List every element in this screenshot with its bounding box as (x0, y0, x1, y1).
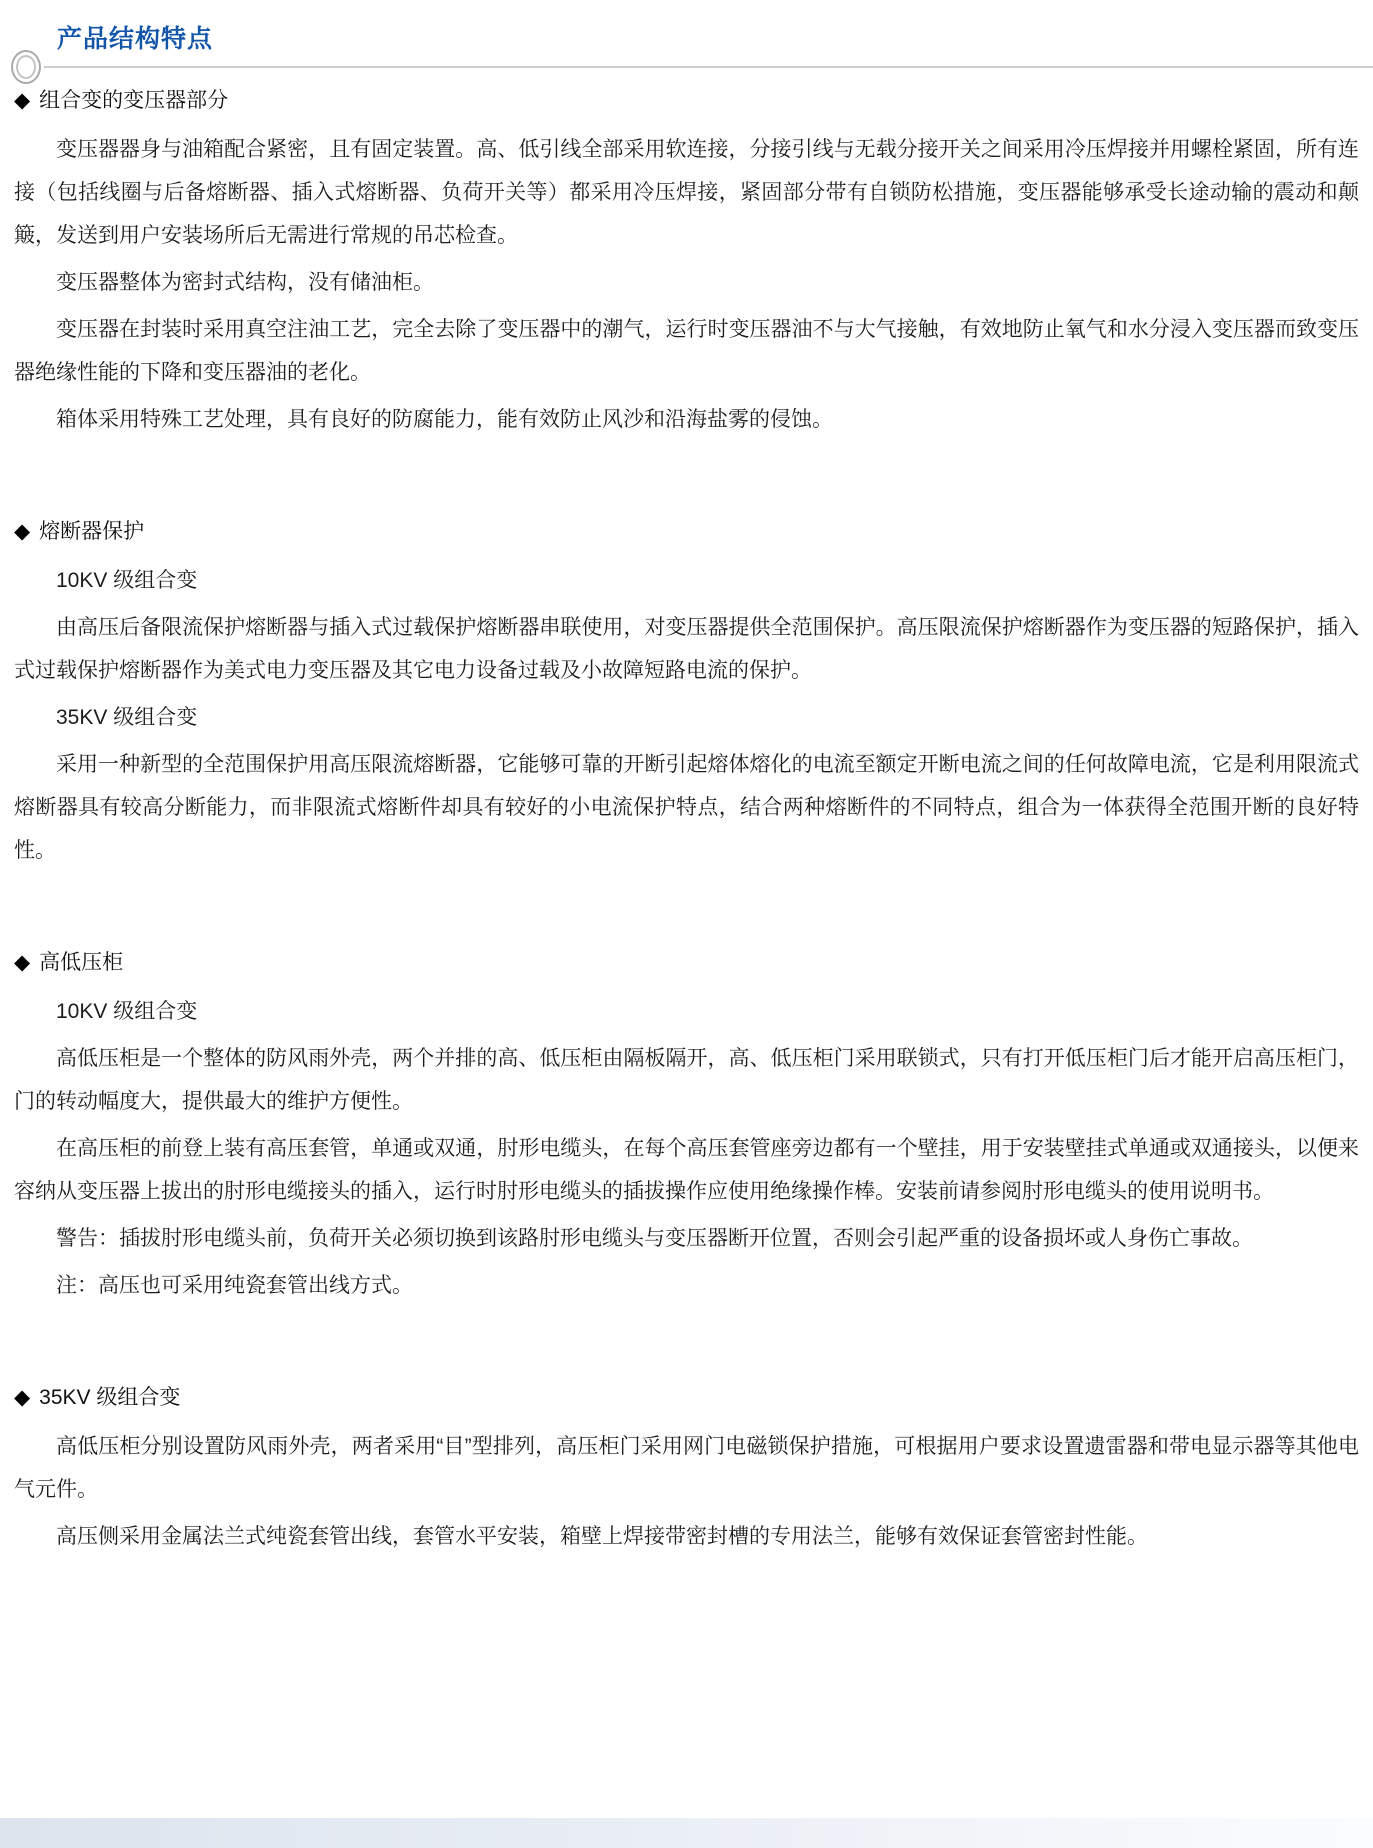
diamond-bullet-icon: ◆ (14, 951, 31, 974)
ring-decoration-icon (11, 50, 41, 84)
subsection-heading-10kv: 10KV 级组合变 (56, 1000, 198, 1023)
section-fuse-protection (14, 509, 1359, 872)
page-title: 产品结构特点 (57, 25, 214, 53)
section-heading (14, 509, 1359, 555)
paragraph: 高低压柜分别设置防风雨外壳，两者采用“目”型排列，高压柜门采用网门电磁锁保护措施，可根据用户要求设置遗雷器和带电显示器等其他电气元件。 (14, 1435, 1359, 1501)
warning-paragraph: 警告：插拔肘形电缆头前，负荷开关必须切换到该路肘形电缆头与变压器断开位置，否则会引起严重的设备损坏或人身伤亡事故。 (56, 1227, 1253, 1250)
note-paragraph: 注：高压也可采用纯瓷套管出线方式。 (56, 1274, 413, 1297)
section-heading-text: 高低压柜 (39, 951, 124, 974)
section-heading (14, 78, 1359, 124)
header-divider (44, 66, 1373, 68)
paragraph: 变压器整体为密封式结构，没有储油柜。 (56, 271, 434, 294)
page-header (0, 0, 1373, 78)
paragraph: 高低压柜是一个整体的防风雨外壳，两个并排的高、低压柜由隔板隔开，高、低压柜门采用联锁式，只有打开低压柜门后才能开启高压柜门，门的转动幅度大，提供最大的维护方便性。 (14, 1047, 1359, 1113)
bottom-gradient-band (0, 1818, 1373, 1848)
paragraph: 在高压柜的前登上装有高压套管，单通或双通，肘形电缆头，在每个高压套管座旁边都有一个壁挂，用于安装壁挂式单通或双通接头，以便来容纳从变压器上拔出的肘形电缆接头的插入，运行时肘形电缆头的插拔操作应使用绝缘操作棒。安装前请参阅肘形电缆头的使用说明书。 (14, 1137, 1359, 1203)
paragraph: 高压侧采用金属法兰式纯瓷套管出线，套管水平安装，箱壁上焊接带密封槽的专用法兰，能够有效保证套管密封性能。 (56, 1525, 1148, 1548)
diamond-bullet-icon: ◆ (14, 1386, 31, 1409)
page-content (0, 78, 1373, 1558)
diamond-bullet-icon: ◆ (14, 520, 31, 543)
section-heading-text: 组合变的变压器部分 (39, 89, 229, 112)
subsection-heading-35kv: 35KV 级组合变 (56, 706, 198, 729)
paragraph: 变压器在封装时采用真空注油工艺，完全去除了变压器中的潮气，运行时变压器油不与大气接触，有效地防止氧气和水分浸入变压器而致变压器绝缘性能的下降和变压器油的老化。 (14, 318, 1359, 384)
section-transformer-part (14, 78, 1359, 441)
section-35kv-combined (14, 1375, 1359, 1558)
diamond-bullet-icon: ◆ (14, 89, 31, 112)
paragraph: 由高压后备限流保护熔断器与插入式过载保护熔断器串联使用，对变压器提供全范围保护。高压限流保护熔断器作为变压器的短路保护，插入式过载保护熔断器作为美式电力变压器及其它电力设备过载及小故障短路电流的保护。 (14, 616, 1359, 682)
section-heading-text: 35KV 级组合变 (39, 1386, 181, 1409)
paragraph: 箱体采用特殊工艺处理，具有良好的防腐能力，能有效防止风沙和沿海盐雾的侵蚀。 (56, 408, 833, 431)
section-heading (14, 1375, 1359, 1421)
paragraph: 变压器器身与油箱配合紧密，且有固定装置。高、低引线全部采用软连接，分接引线与无载分接开关之间采用冷压焊接并用螺栓紧固，所有连接（包括线圈与后备熔断器、插入式熔断器、负荷开关等）都采用冷压焊接，紧固部分带有自锁防松措施，变压器能够承受长途动输的震动和颠簸，发送到用户安装场所后无需进行常规的吊芯检查。 (14, 138, 1359, 247)
subsection-heading-10kv: 10KV 级组合变 (56, 569, 198, 592)
section-hv-lv-cabinet (14, 940, 1359, 1307)
paragraph: 采用一种新型的全范围保护用高压限流熔断器，它能够可靠的开断引起熔体熔化的电流至额定开断电流之间的任何故障电流，它是利用限流式熔断器具有较高分断能力，而非限流式熔断件却具有较好的小电流保护特点，结合两种熔断件的不同特点，组合为一体获得全范围开断的良好特性。 (14, 753, 1359, 862)
section-heading-text: 熔断器保护 (39, 520, 145, 543)
section-heading (14, 940, 1359, 986)
